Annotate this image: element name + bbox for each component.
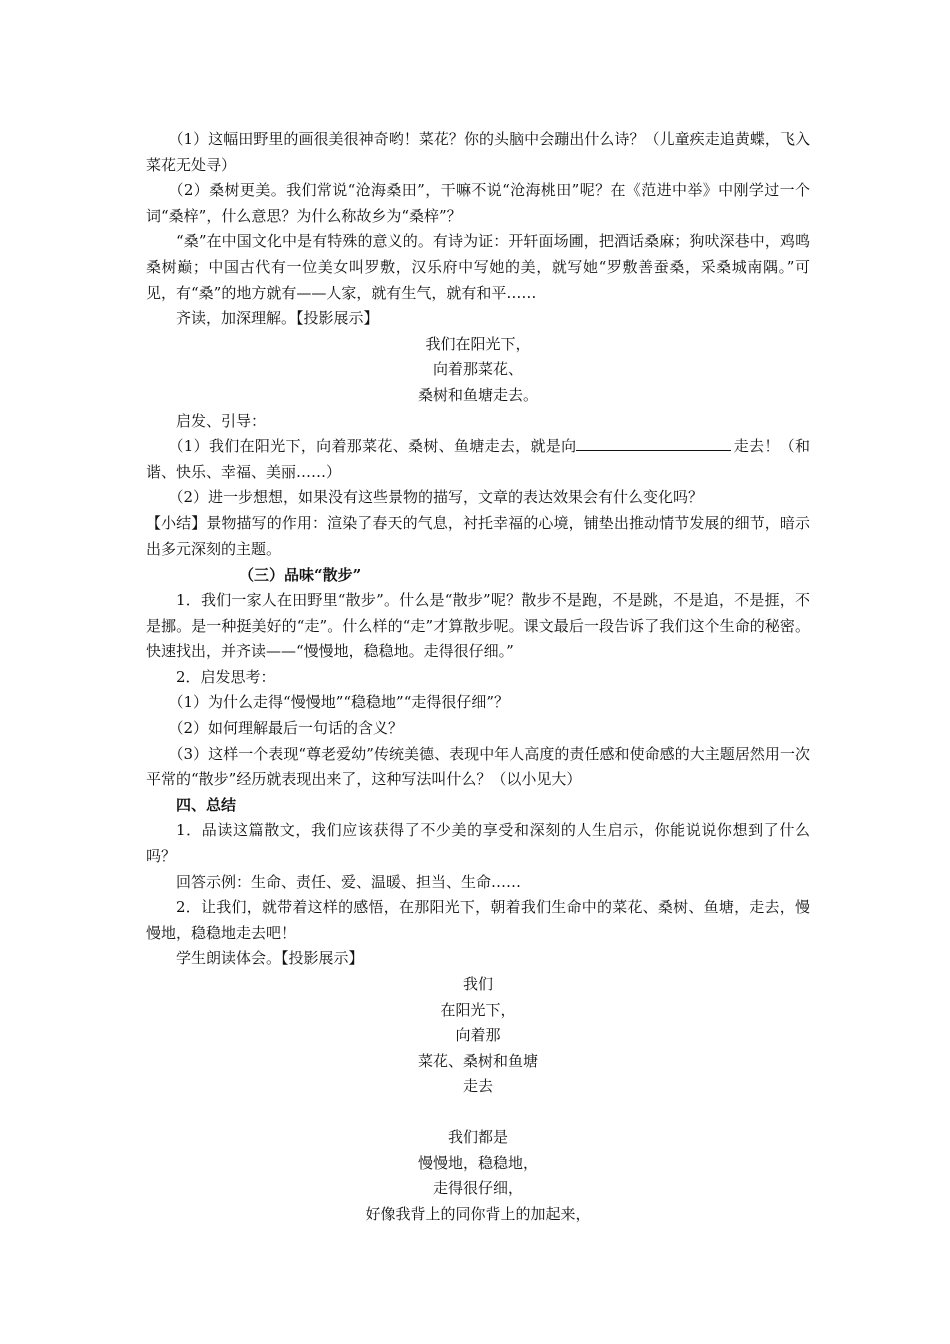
stanza-gap <box>146 1100 810 1125</box>
poem-line: 我们 <box>462 975 493 993</box>
poem-line: 走得很仔细， <box>432 1179 523 1198</box>
section-heading-sanbu: （三）品味“散步” <box>239 566 362 585</box>
projection-poem-2 <box>146 972 810 1227</box>
projection-poem-1 <box>146 332 810 409</box>
summary-question-1: 1．品读这篇散文，我们应该获得了不少美的享受和深刻的人生启示，你能说说你想到了什么吗？ <box>146 821 810 866</box>
sang-culture-paragraph: “桑”在中国文化中是有特殊的意义的。有诗为证：开轩面场圃，把酒话桑麻；狗吠深巷中，鸡鸣桑树巅；中国古代有一位美女叫罗敷，汉乐府中写她的美，就写她“罗敷善蚕桑，采桑城南隅。”可见，有“桑”的地方就有——人家，就有生气，就有和平…… <box>146 232 810 302</box>
guide-q1-answer: 走去！（和谐、快乐、幸福、美丽……） <box>146 437 810 481</box>
section-heading-summary: 四、总结 <box>176 795 237 814</box>
poem-line: 向着那菜花、 <box>432 360 523 379</box>
sanbu-paragraph-2: 2．启发思考： <box>176 667 276 686</box>
sanbu-paragraph-1: 1．我们一家人在田野里“散步”。什么是“散步”呢？散步不是跑，不是跳，不是追，不是捱，不是挪。是一种挺美好的“走”。什么样的“走”才算散步呢。课文最后一段告诉了我们这个生命的秘密。快速找出，并齐读——“慢慢地，稳稳地。走得很仔细。” <box>146 591 810 661</box>
document-body <box>146 127 810 1227</box>
sanbu-question-3: （3）这样一个表现“尊老爱幼”传统美德、表现中年人高度的责任感和使命感的大主题居然用一次平常的“散步”经历就表现出来了，这种写法叫什么？（以小见大） <box>146 744 810 789</box>
guide-q1-text: （1）我们在阳光下，向着那菜花、桑树、鱼塘走去，就是向 <box>168 437 577 456</box>
question-1-paragraph: （1）这幅田野里的画很美很神奇哟！菜花？你的头脑中会蹦出什么诗？（儿童疾走追黄蝶，飞入菜花无处寻） <box>146 130 810 174</box>
poem-line: 走去 <box>462 1077 493 1096</box>
guide-question-2: （2）进一步想想，如果没有这些景物的描写，文章的表达效果会有什么变化吗？ <box>168 488 704 507</box>
student-read-line: 学生朗读体会。【投影展示】 <box>176 949 364 968</box>
poem-line: 好像我背上的同你背上的加起来， <box>365 1204 591 1223</box>
poem-line: 向着那 <box>455 1026 501 1045</box>
fill-in-blank <box>576 436 731 451</box>
poem-line: 慢慢地，稳稳地， <box>417 1153 538 1172</box>
poem-line: 我们在阳光下， <box>425 334 531 353</box>
question-2-paragraph: （2）桑树更美。我们常说“沧海桑田”，干嘛不说“沧海桃田”呢？在《范进中举》中刚学过一个词“桑梓”，什么意思？为什么称故乡为“桑梓”？ <box>146 181 810 225</box>
answer-example: 回答示例：生命、责任、爱、温暖、担当、生命…… <box>176 872 522 891</box>
summary-paragraph: 【小结】景物描写的作用：渲染了春天的气息，衬托幸福的心境，铺垫出推动情节发展的细节，暗示出多元深刻的主题。 <box>146 513 810 558</box>
summary-question-2: 2．让我们，就带着这样的感悟，在那阳光下，朝着我们生命中的菜花、桑树、鱼塘，走去，慢慢地，稳稳地走去吧！ <box>146 898 810 942</box>
guide-heading: 启发、引导： <box>176 411 267 430</box>
poem-line: 桑树和鱼塘走去。 <box>417 385 538 404</box>
poem-line: 我们都是 <box>447 1127 508 1146</box>
sanbu-question-1: （1）为什么走得“慢慢地”“稳稳地”“走得很仔细”？ <box>168 693 510 712</box>
guide-question-1 <box>146 434 810 485</box>
poem-line: 菜花、桑树和鱼塘 <box>417 1051 538 1070</box>
sanbu-question-2: （2）如何理解最后一句话的含义？ <box>168 719 404 738</box>
poem-line: 在阳光下， <box>440 1000 516 1019</box>
read-aloud-line: 齐读，加深理解。【投影展示】 <box>176 309 379 328</box>
